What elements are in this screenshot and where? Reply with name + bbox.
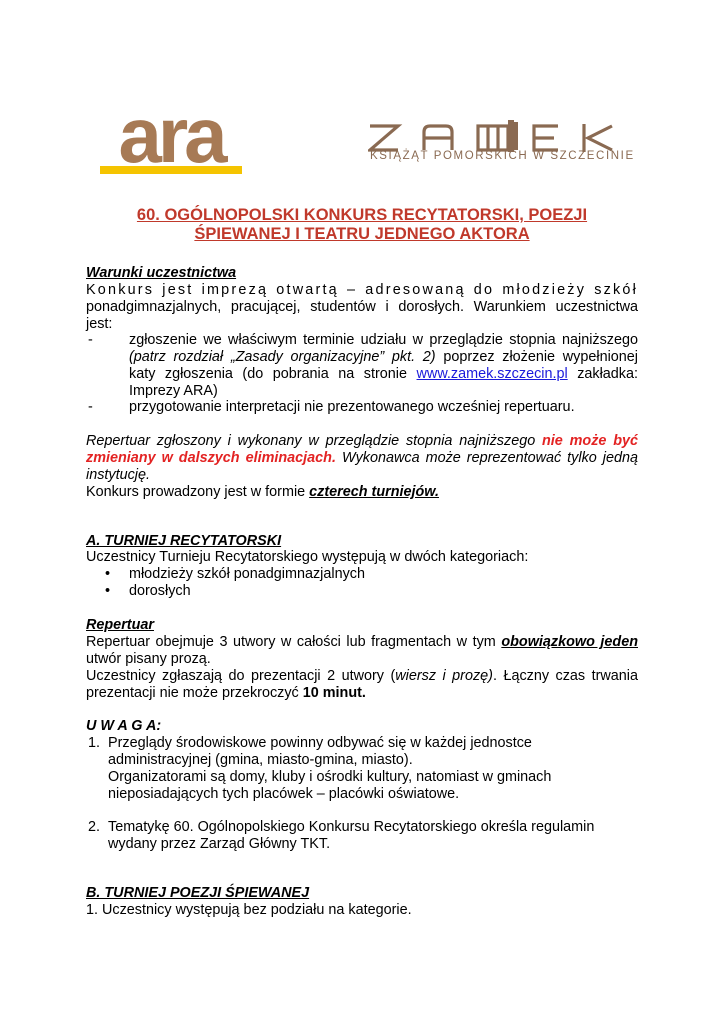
zamek-subtitle: KSIĄŻĄT POMORSKICH W SZCZECINIE xyxy=(370,150,635,162)
note1-line3: Organizatorami są domy, kluby i ośrodki kultury, natomiast w gminach xyxy=(108,769,552,785)
item1-line1: zgłoszenie we właściwym terminie udziału w przeglądzie stopnia najniższego xyxy=(129,332,638,348)
repertoire-line3-b: . Łączny czas trwania xyxy=(492,668,638,684)
repertoire-note-line3: instytucję. xyxy=(86,467,150,483)
note-number-1: 1. xyxy=(88,735,101,751)
repertoire-heading: Repertuar xyxy=(86,617,154,633)
dash-2: - xyxy=(88,399,93,415)
repertoire-line2: utwór pisany prozą. xyxy=(86,651,211,667)
conditions-p1-line3: jest: xyxy=(86,316,113,332)
repertoire-line3-italic: wiersz i prozę) xyxy=(395,668,493,684)
conditions-heading-text: Warunki uczestnictwa xyxy=(86,265,237,281)
document-title-line2: ŚPIEWANEJ I TEATRU JEDNEGO AKTORA xyxy=(194,225,530,243)
tournament-form-a: Konkurs prowadzony jest w formie xyxy=(86,484,310,500)
item1-italic: (patrz rozdział „Zasady organizacyjne” pkt. 2) xyxy=(129,349,436,365)
category-youth: młodzieży szkół ponadgimnazjalnych xyxy=(129,566,365,582)
item1-line2 xyxy=(129,349,638,366)
tournament-form-line xyxy=(86,484,638,501)
bullet-1: • xyxy=(105,566,111,582)
category-adults: dorosłych xyxy=(129,583,191,599)
ara-logo-text: ara xyxy=(118,104,224,178)
repertoire-note-a: Repertuar zgłoszony i wykonany w przeglądzie stopnia najniższego xyxy=(86,433,543,449)
repertoire-note-red1: nie może być xyxy=(542,433,638,449)
repertoire-note-line2 xyxy=(86,450,638,467)
repertoire-line3-a: Uczestnicy zgłaszają do prezentacji 2 utwory ( xyxy=(86,668,396,684)
section-a-intro: Uczestnicy Turnieju Recytatorskiego występują w dwóch kategoriach: xyxy=(86,549,529,565)
item1-line3 xyxy=(129,366,638,383)
item1-line3-a: katy zgłoszenia (do pobrania na stronie xyxy=(129,366,417,382)
item1-line2-rest: poprzez złożenie wypełnionej xyxy=(435,349,638,365)
note2-line2: wydany przez Zarząd Główny TKT. xyxy=(108,836,331,852)
section-b-line1: 1. Uczestnicy występują bez podziału na kategorie. xyxy=(86,902,412,918)
repertoire-line4 xyxy=(86,685,638,702)
note-number-2: 2. xyxy=(88,819,101,835)
section-a-heading: A. TURNIEJ RECYTATORSKI xyxy=(86,533,282,549)
bullet-2: • xyxy=(105,583,111,599)
document-title-line1: 60. OGÓLNOPOLSKI KONKURS RECYTATORSKI, POEZJI xyxy=(136,206,588,224)
repertoire-line1-b: obowiązkowo jeden xyxy=(501,634,638,650)
conditions-p1-line1: Konkurs jest imprezą otwartą – adresowaną do młodzieży szkół xyxy=(86,282,638,298)
item2-line: przygotowanie interpretacji nie prezentowanego wcześniej repertuaru. xyxy=(129,399,575,415)
item1-line4: Imprezy ARA) xyxy=(129,383,218,399)
tournament-form-b: czterech turniejów. xyxy=(309,484,439,500)
conditions-heading xyxy=(86,265,638,282)
repertoire-line3 xyxy=(86,668,638,685)
conditions-p1-line2: ponadgimnazjalnych, pracującej, studentów i dorosłych. Warunkiem uczestnictwa xyxy=(86,299,638,315)
dash-1: - xyxy=(88,332,93,348)
zamek-website-link[interactable]: www.zamek.szczecin.pl xyxy=(416,366,568,382)
note2-line1: Tematykę 60. Ogólnopolskiego Konkursu Recytatorskiego określa regulamin xyxy=(108,819,595,835)
item1-line3-b: zakładka: xyxy=(567,366,639,382)
note1-line4: nieposiadających tych placówek – placówki oświatowe. xyxy=(108,786,460,802)
repertoire-line1 xyxy=(86,634,638,651)
section-b-heading: B. TURNIEJ POEZJI ŚPIEWANEJ xyxy=(86,885,310,901)
note1-line1: Przeglądy środowiskowe powinny odbywać się w każdej jednostce xyxy=(108,735,532,751)
repertoire-note-line1 xyxy=(86,433,638,450)
ara-logo xyxy=(100,104,242,178)
repertoire-note-red2: zmieniany w dalszych eliminacjach. xyxy=(86,450,336,466)
note1-line2: administracyjnej (gmina, miasto-gmina, miasto). xyxy=(108,752,413,768)
repertoire-line4-b: 10 minut. xyxy=(302,685,366,701)
repertoire-line4-a: prezentacji nie może przekroczyć xyxy=(86,685,303,701)
repertoire-note-b: Wykonawca może reprezentować tylko jedną xyxy=(335,450,638,466)
repertoire-line1-a: Repertuar obejmuje 3 utwory w całości lub fragmentach w tym xyxy=(86,634,502,650)
uwaga-heading: U W A G A: xyxy=(86,718,162,734)
